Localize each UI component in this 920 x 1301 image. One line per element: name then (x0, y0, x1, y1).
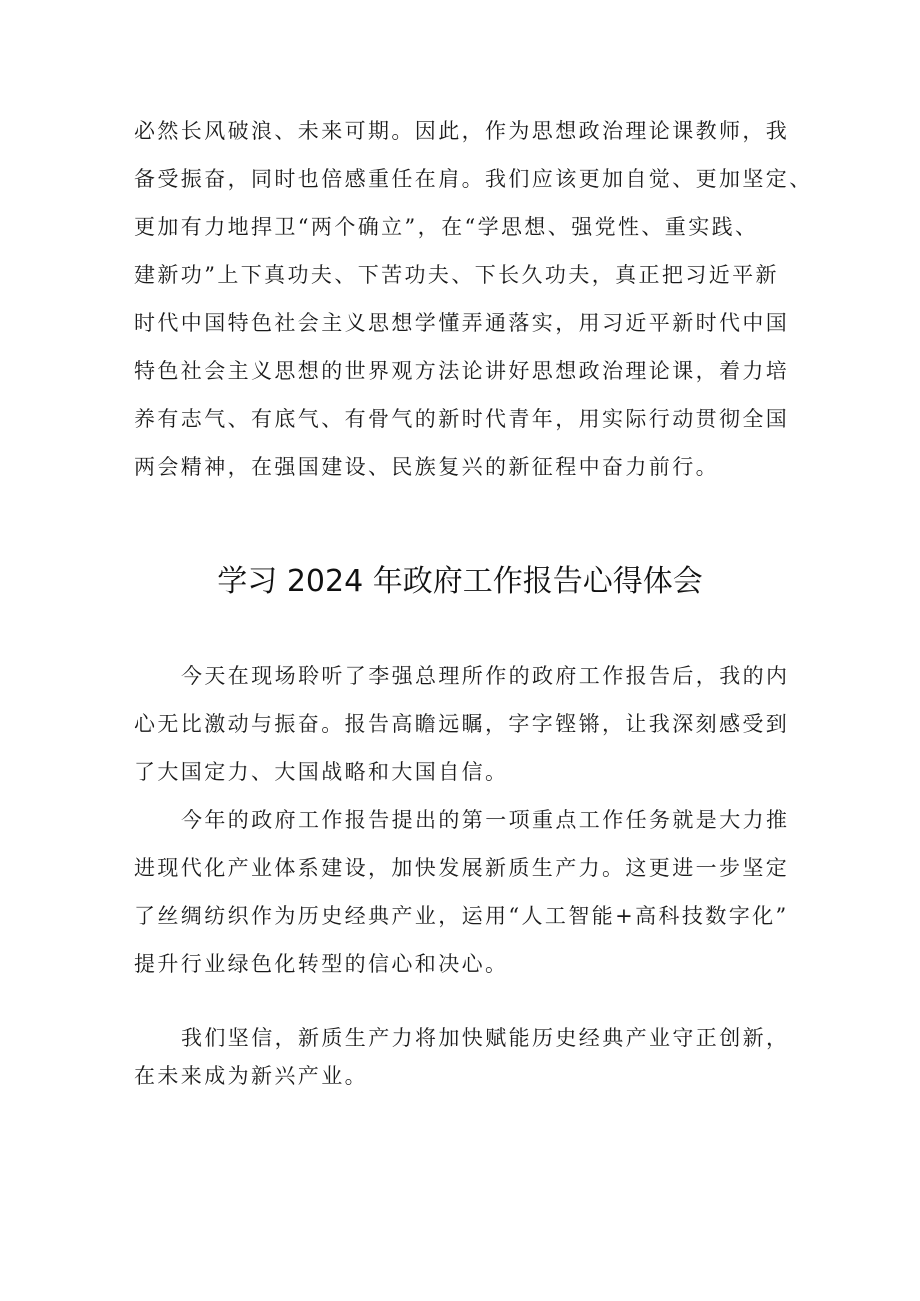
paragraph1-line: 今天在现场聆听了李强总理所作的政府工作报告后，我的内 (181, 664, 790, 688)
paragraph3-line: 我们坚信，新质生产力将加快赋能历史经典产业守正创新， (181, 1026, 790, 1050)
paragraph1-line: 心无比激动与振奋。报告高瞻远瞩，字字铿锵，让我深刻感受到 (134, 712, 790, 736)
article-title: 学习 2024 年政府工作报告心得体会 (217, 564, 703, 599)
intro-line: 两会精神，在强国建设、民族复兴的新征程中奋力前行。 (134, 455, 719, 479)
intro-line: 更加有力地捍卫“两个确立”，在“学思想、强党性、重实践、 (134, 215, 759, 239)
intro-line: 建新功”上下真功夫、下苦功夫、下长久功夫，真正把习近平新 (134, 263, 779, 287)
paragraph1-line: 了大国定力、大国战略和大国自信。 (134, 760, 509, 784)
paragraph2-line: 了丝绸纺织作为历史经典产业，运用“人工智能+高科技数字化” (134, 904, 789, 928)
paragraph2-line: 提升行业绿色化转型的信心和决心。 (134, 952, 509, 976)
intro-line: 备受振奋，同时也倍感重任在肩。我们应该更加自觉、更加坚定、 (134, 167, 813, 191)
intro-line: 必然长风破浪、未来可期。因此，作为思想政治理论课教师，我 (134, 119, 790, 143)
intro-line: 特色社会主义思想的世界观方法论讲好思想政治理论课，着力培 (134, 359, 790, 383)
paragraph2-line: 今年的政府工作报告提出的第一项重点工作任务就是大力推 (181, 808, 790, 832)
paragraph2-line: 进现代化产业体系建设，加快发展新质生产力。这更进一步坚定 (134, 856, 790, 880)
paragraph3-line: 在未来成为新兴产业。 (134, 1064, 368, 1088)
intro-line: 养有志气、有底气、有骨气的新时代青年，用实际行动贯彻全国 (134, 407, 790, 431)
intro-line: 时代中国特色社会主义思想学懂弄通落实，用习近平新时代中国 (134, 311, 790, 335)
